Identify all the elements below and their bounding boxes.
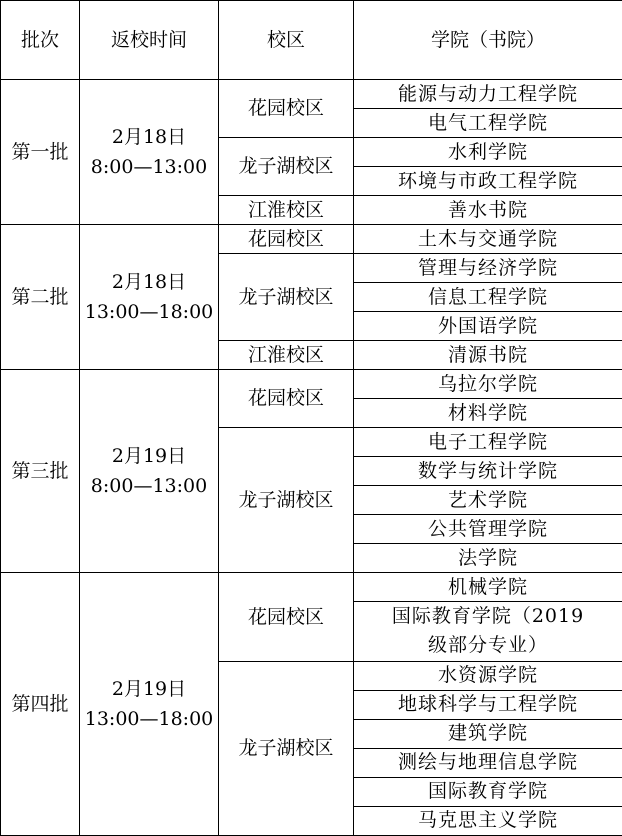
- campus-cell: 花园校区: [219, 225, 354, 254]
- table-row: [1, 80, 622, 109]
- campus-cell: 江淮校区: [219, 341, 354, 370]
- return-time-range: 13:00—18:00: [84, 301, 214, 323]
- batch-cell: 第二批: [1, 225, 80, 370]
- return-time-cell: [80, 370, 219, 573]
- campus-cell: 龙子湖校区: [219, 138, 354, 196]
- college-cell: 水资源学院: [354, 661, 622, 690]
- campus-cell: 龙子湖校区: [219, 254, 354, 341]
- college-cell: 建筑学院: [354, 719, 622, 748]
- return-date: 2月19日: [111, 677, 187, 700]
- college-cell: 艺术学院: [354, 486, 622, 515]
- college-cell: 管理与经济学院: [354, 254, 622, 283]
- college-cell: 清源书院: [354, 341, 622, 370]
- college-cell: 马克思主义学院: [354, 806, 622, 835]
- return-time-range: 8:00—13:00: [90, 156, 208, 178]
- college-cell: 材料学院: [354, 399, 622, 428]
- college-cell: 电子工程学院: [354, 428, 622, 457]
- table-row: [1, 370, 622, 399]
- campus-cell: 花园校区: [219, 370, 354, 428]
- return-date: 2月18日: [111, 125, 187, 148]
- campus-cell: 江淮校区: [219, 196, 354, 225]
- return-time-range: 13:00—18:00: [84, 707, 214, 730]
- campus-cell: 花园校区: [219, 573, 354, 662]
- header-batch: 批次: [1, 1, 80, 80]
- table-row: [1, 225, 622, 254]
- return-time-range: 8:00—13:00: [90, 475, 208, 497]
- college-cell: 公共管理学院: [354, 515, 622, 544]
- return-time-cell: [80, 80, 219, 225]
- college-cell: 测绘与地理信息学院: [354, 748, 622, 777]
- college-cell: 善水书院: [354, 196, 622, 225]
- college-cell: 国际教育学院（2019级部分专业）: [354, 602, 622, 662]
- college-cell: 环境与市政工程学院: [354, 167, 622, 196]
- college-cell: 土木与交通学院: [354, 225, 622, 254]
- college-cell: 法学院: [354, 544, 622, 573]
- college-cell: 地球科学与工程学院: [354, 690, 622, 719]
- return-date: 2月18日: [111, 270, 187, 293]
- batch-cell: 第三批: [1, 370, 80, 573]
- batch-cell: 第四批: [1, 573, 80, 836]
- college-cell: 能源与动力工程学院: [354, 80, 622, 109]
- table-row: [1, 573, 622, 602]
- header-college: 学院（书院）: [354, 1, 622, 80]
- batch-cell: 第一批: [1, 80, 80, 225]
- campus-cell: 龙子湖校区: [219, 661, 354, 835]
- college-cell: 外国语学院: [354, 312, 622, 341]
- college-cell: 机械学院: [354, 573, 622, 602]
- college-cell: 数学与统计学院: [354, 457, 622, 486]
- college-cell: 电气工程学院: [354, 109, 622, 138]
- header-campus: 校区: [219, 1, 354, 80]
- college-cell: 信息工程学院: [354, 283, 622, 312]
- campus-cell: 花园校区: [219, 80, 354, 138]
- college-cell: 国际教育学院: [354, 777, 622, 806]
- college-cell: 乌拉尔学院: [354, 370, 622, 399]
- header-row: [1, 1, 622, 80]
- return-time-cell: [80, 573, 219, 836]
- return-date: 2月19日: [111, 444, 187, 467]
- college-cell: 水利学院: [354, 138, 622, 167]
- header-return-time: 返校时间: [80, 1, 219, 80]
- return-time-cell: [80, 225, 219, 370]
- campus-cell: 龙子湖校区: [219, 428, 354, 573]
